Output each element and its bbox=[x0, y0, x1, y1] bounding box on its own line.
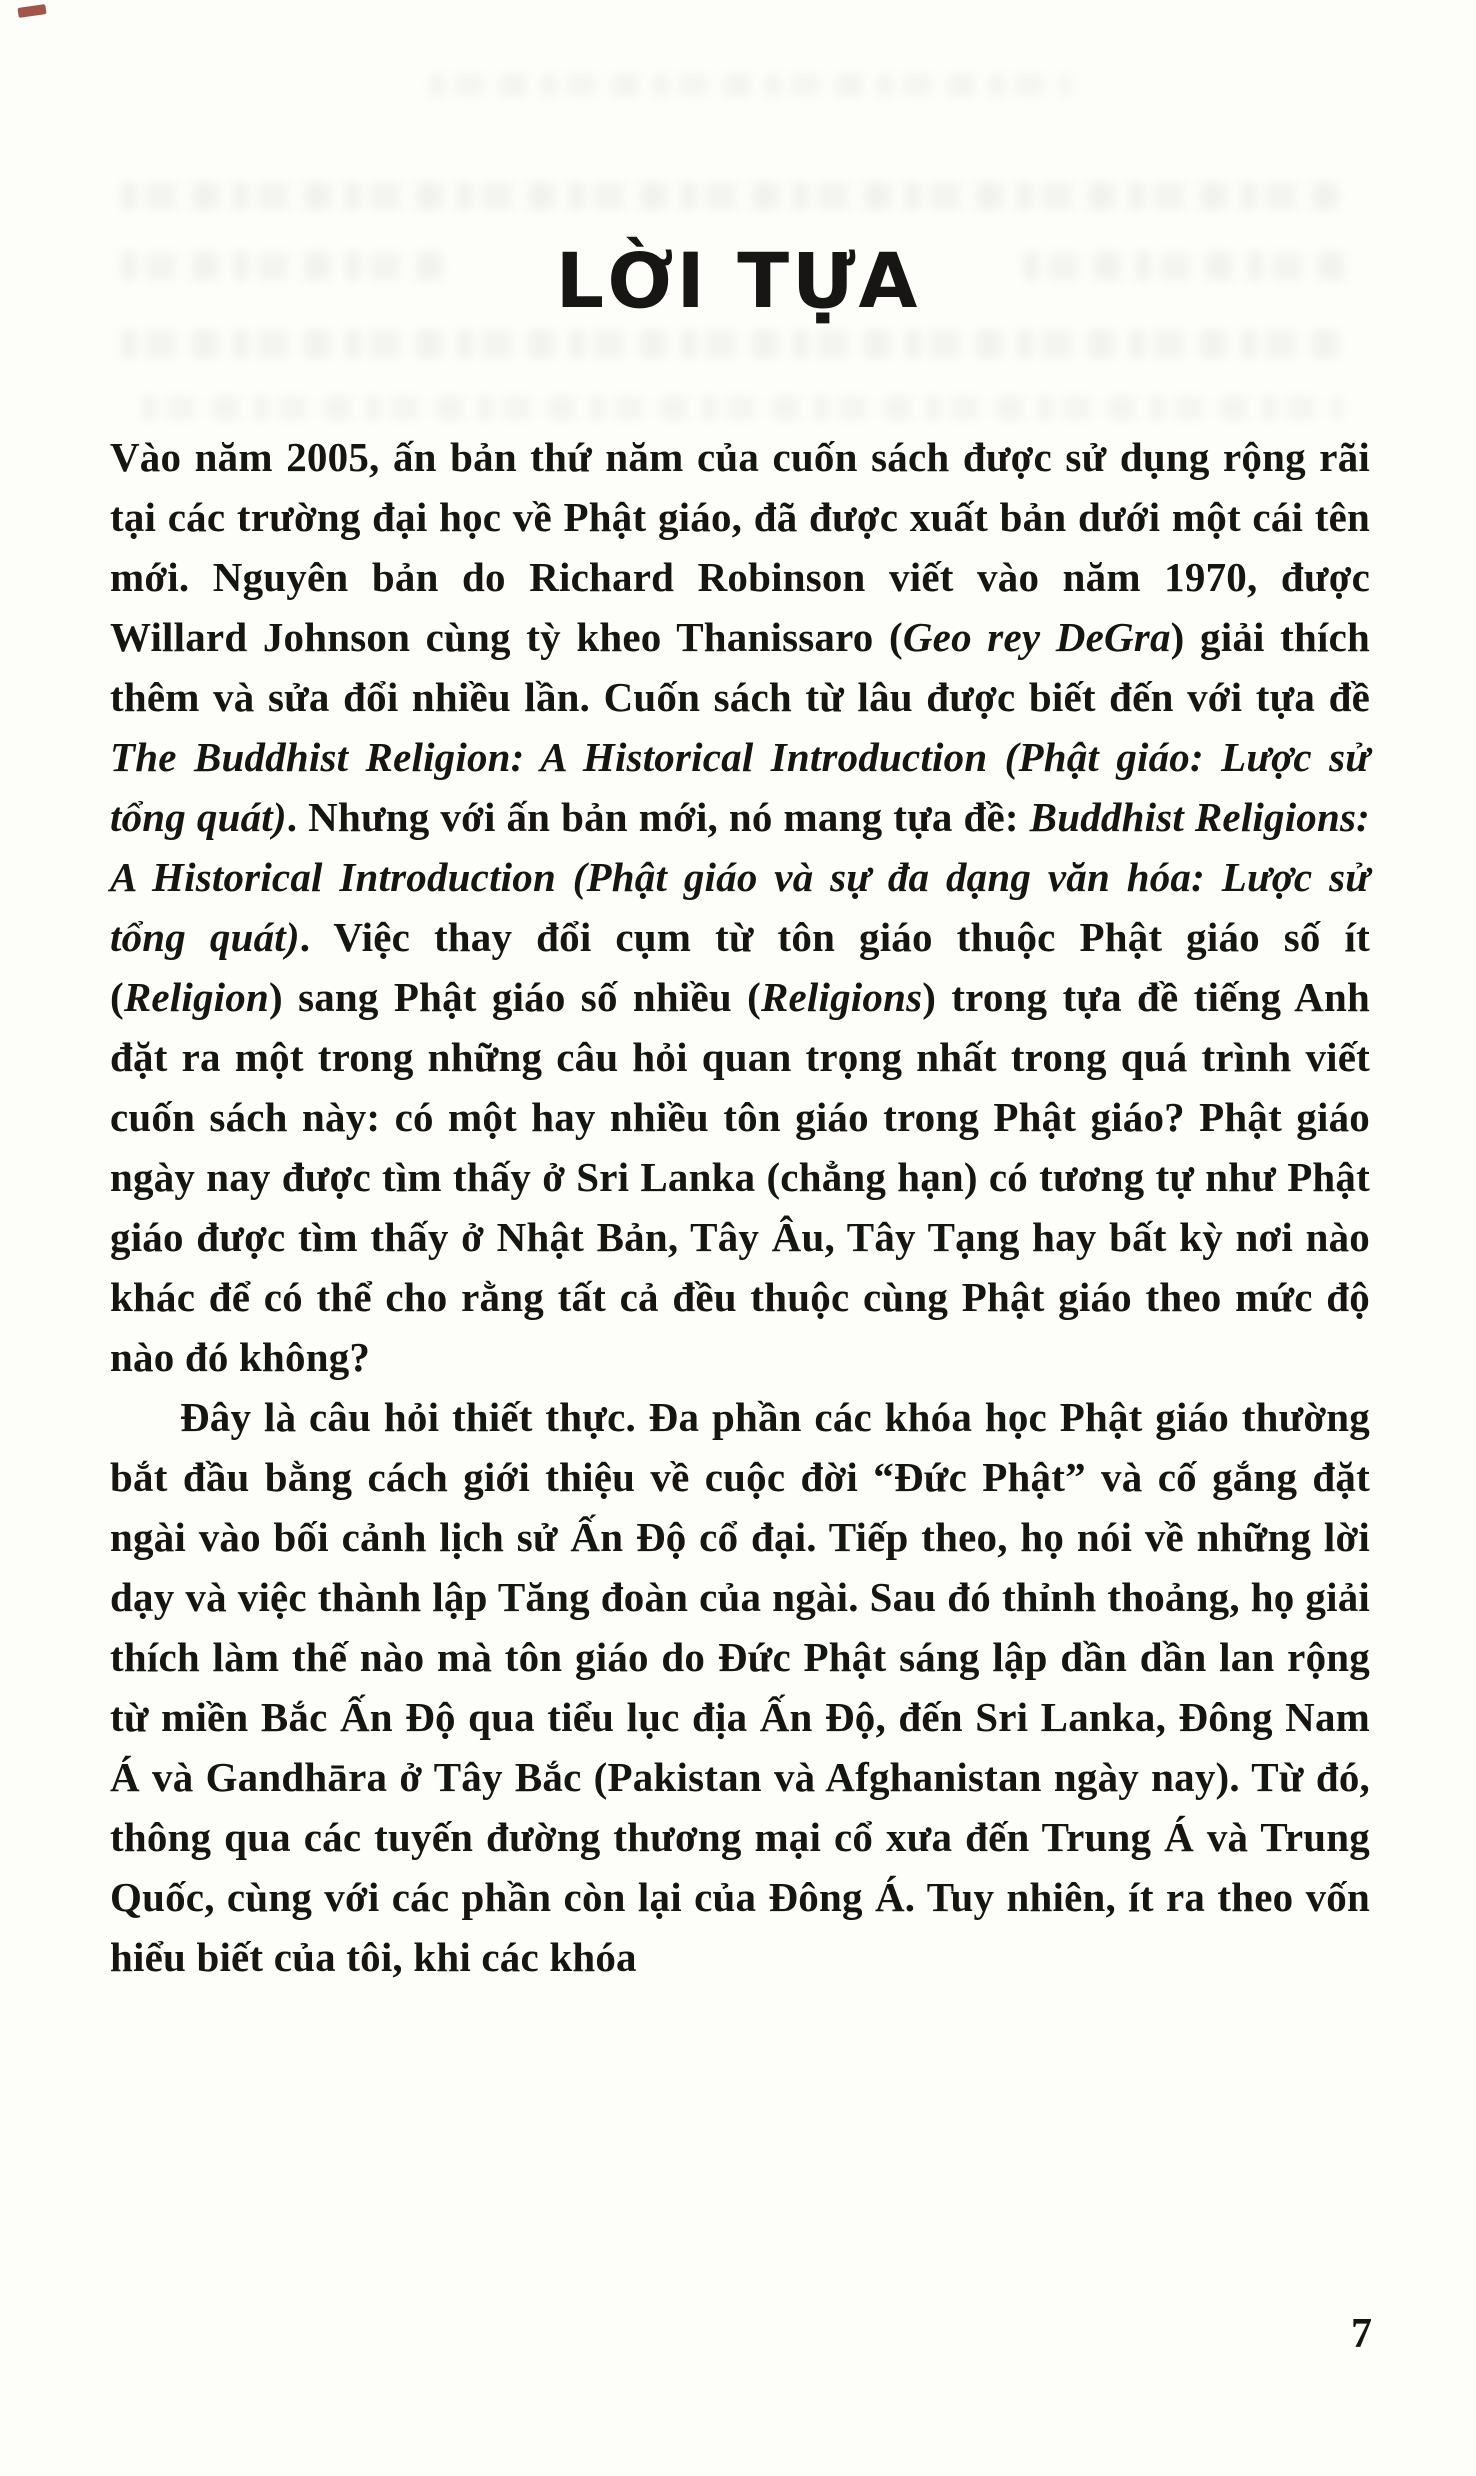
italic-text-run: The Buddhist Religion: A Historical Introduction (Phật giáo: Lược sử tổng quát) bbox=[110, 734, 1370, 840]
text-run: ) trong tựa đề tiếng Anh đặt ra một trong những câu hỏi quan trọng nhất trong quá trình viết cuốn sách này: có một hay nhiều tôn giáo trong Phật giáo? Phật giáo ngày nay được tìm thấy ở Sri Lanka (chẳng hạn) có tương tự như Phật giáo được tìm thấy ở Nhật Bản, Tây Âu, Tây Tạng hay bất kỳ nơi nào khác để có thể cho rằng tất cả đều thuộc cùng Phật giáo theo mức độ nào đó không? bbox=[110, 974, 1370, 1380]
scan-artifact bbox=[142, 396, 1342, 420]
page-number: 7 bbox=[1351, 2311, 1372, 2357]
text-run: . Nhưng với ấn bản mới, nó mang tựa đề: bbox=[286, 794, 1030, 840]
paragraph bbox=[110, 1387, 1370, 1987]
text-run: ) giải thích thêm và sửa đổi nhiều lần. Cuốn sách từ lâu được biết đến với tựa đề bbox=[110, 614, 1370, 720]
text-run: Vào năm 2005, ấn bản thứ năm của cuốn sách được sử dụng rộng rãi tại các trường đại học về Phật giáo, đã được xuất bản dưới một cái tên mới. Nguyên bản do Richard Robinson viết vào năm 1970, được Willard Johnson cùng tỳ kheo Thanissaro ( bbox=[110, 434, 1370, 660]
scan-artifact bbox=[122, 330, 1354, 358]
italic-text-run: Geo rey DeGra bbox=[902, 614, 1171, 660]
text-run: Đây là câu hỏi thiết thực. Đa phần các khóa học Phật giáo thường bắt đầu bằng cách giới thiệu về cuộc đời “Đức Phật” và cố gắng đặt ngài vào bối cảnh lịch sử Ấn Độ cổ đại. Tiếp theo, họ nói về những lời dạy và việc thành lập Tăng đoàn của ngài. Sau đó thỉnh thoảng, họ giải thích làm thế nào mà tôn giáo do Đức Phật sáng lập dần dần lan rộng từ miền Bắc Ấn Độ qua tiểu lục địa Ấn Độ, đến Sri Lanka, Đông Nam Á và Gandhāra ở Tây Bắc (Pakistan và Afghanistan ngày nay). Từ đó, thông qua các tuyến đường thương mại cổ xưa đến Trung Á và Trung Quốc, cùng với các phần còn lại của Đông Á. Tuy nhiên, ít ra theo vốn hiểu biết của tôi, khi các khóa bbox=[110, 1394, 1370, 1980]
page-body bbox=[110, 427, 1370, 1987]
scan-artifact bbox=[430, 74, 1070, 96]
italic-text-run: Religions bbox=[760, 974, 923, 1020]
scan-mark bbox=[17, 4, 46, 18]
text-run: . Việc thay đổi cụm từ tôn giáo thuộc Phật giáo số ít ( bbox=[110, 914, 1370, 1020]
text-run: ) sang Phật giáo số nhiều ( bbox=[268, 974, 761, 1020]
page-title: LỜI TỰA bbox=[555, 236, 921, 325]
italic-text-run: Religion bbox=[123, 974, 269, 1020]
scan-artifact bbox=[122, 182, 1352, 210]
paragraph bbox=[110, 427, 1370, 1387]
italic-text-run: Buddhist Religions: A Historical Introduction (Phật giáo và sự đa dạng văn hóa: Lược sử tổng quát) bbox=[110, 794, 1371, 960]
